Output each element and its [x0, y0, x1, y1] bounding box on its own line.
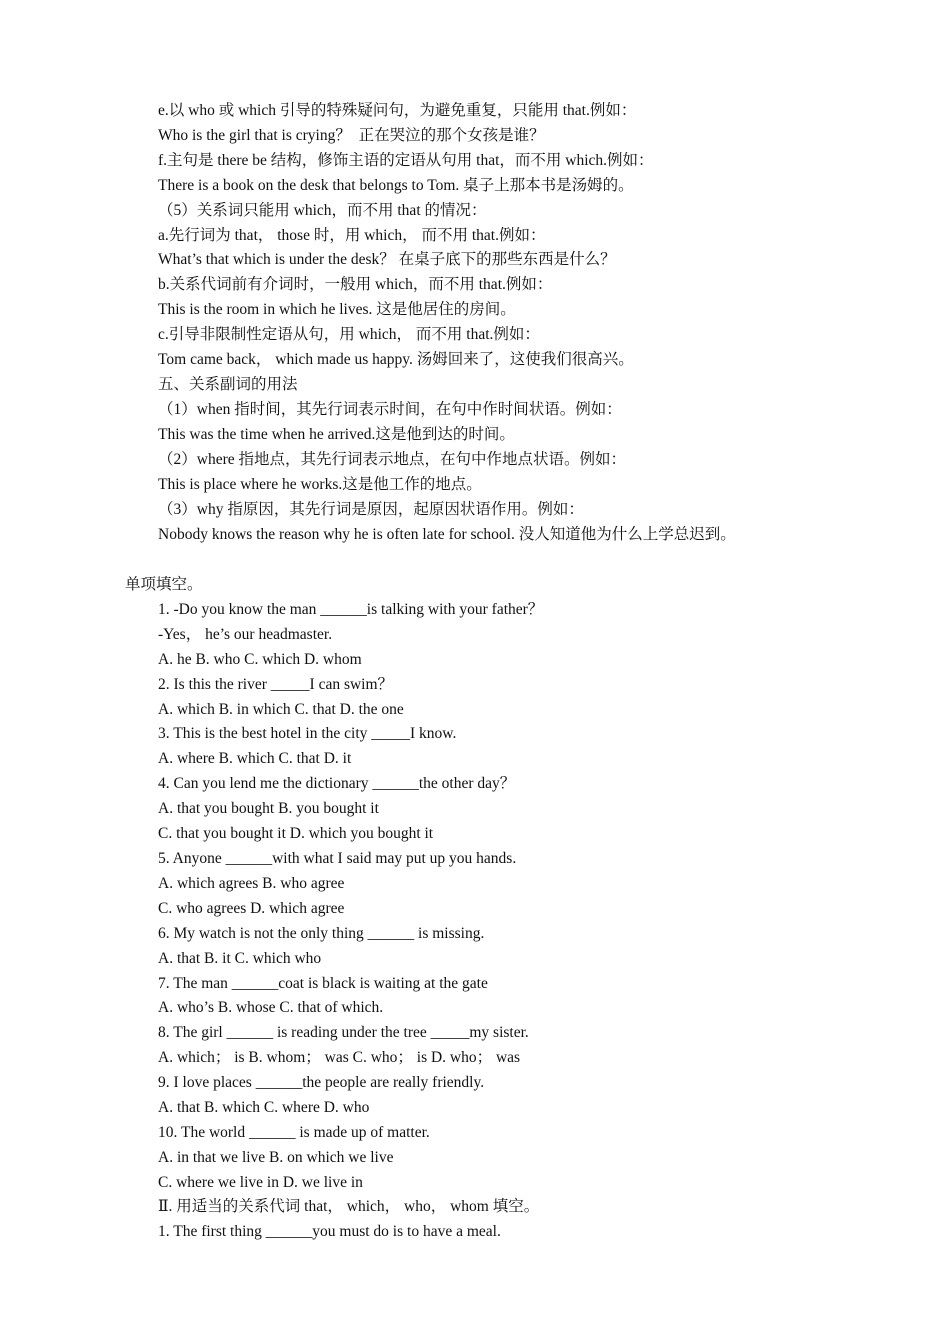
text-line: （2）where 指地点，其先行词表示地点，在句中作地点状语。例如： — [158, 451, 626, 468]
options-line: A. he B. who C. which D. whom — [158, 651, 362, 668]
text-line: This is place where he works.这是他工作的地点。 — [158, 476, 482, 493]
question-line: 9. I love places ______the people are really friendly. — [158, 1074, 485, 1091]
options-line: A. in that we live B. on which we live — [158, 1149, 394, 1166]
question-line: 1. -Do you know the man ______is talking with your father？ — [158, 601, 544, 618]
options-line: A. that B. which C. where D. who — [158, 1099, 370, 1116]
text-line: There is a book on the desk that belongs to Tom. 桌子上那本书是汤姆的。 — [158, 177, 634, 194]
text-line: （1）when 指时间，其先行词表示时间，在句中作时间状语。例如： — [158, 401, 622, 418]
options-line: A. which； is B. whom； was C. who； is D. who； was — [158, 1049, 521, 1066]
text-line: This is the room in which he lives. 这是他居住的房间。 — [158, 301, 516, 318]
question-line: 3. This is the best hotel in the city _____I know. — [158, 725, 457, 742]
question-line: -Yes， he’s our headmaster. — [158, 626, 333, 643]
question-line: 1. The first thing ______you must do is to have a meal. — [158, 1223, 501, 1240]
text-line: Tom came back， which made us happy. 汤姆回来了，这使我们很高兴。 — [158, 351, 634, 368]
options-line: C. who agrees D. which agree — [158, 900, 345, 917]
text-line: This was the time when he arrived.这是他到达的时间。 — [158, 426, 515, 443]
question-line: 8. The girl ______ is reading under the tree _____my sister. — [158, 1024, 529, 1041]
options-line: A. which agrees B. who agree — [158, 875, 345, 892]
text-line: What’s that which is under the desk？ 在桌子底下的那些东西是什么？ — [158, 251, 616, 268]
text-line: （5）关系词只能用 which，而不用 that 的情况： — [158, 202, 487, 219]
text-line: （3）why 指原因，其先行词是原因，起原因状语作用。例如： — [158, 501, 584, 518]
options-line: A. who’s B. whose C. that of which. — [158, 999, 384, 1016]
options-line: C. that you bought it D. which you bought it — [158, 825, 434, 842]
options-line: A. which B. in which C. that D. the one — [158, 701, 404, 718]
text-line: e.以 who 或 which 引导的特殊疑问句，为避免重复，只能用 that.例如： — [158, 102, 637, 119]
exercise-heading: 单项填空。 — [125, 576, 203, 593]
text-line: a.先行词为 that， those 时，用 which， 而不用 that.例如： — [158, 227, 546, 244]
question-line: 10. The world ______ is made up of matter. — [158, 1124, 430, 1141]
exercise-heading: Ⅱ. 用适当的关系代词 that， which， who， whom 填空。 — [158, 1198, 540, 1215]
options-line: A. that B. it C. which who — [158, 950, 322, 967]
text-line: c.引导非限制性定语从句，用 which， 而不用 that.例如： — [158, 326, 540, 343]
options-line: A. that you bought B. you bought it — [158, 800, 379, 817]
options-line: C. where we live in D. we live in — [158, 1174, 363, 1191]
section-heading: 五、关系副词的用法 — [158, 376, 298, 393]
text-line: b.关系代词前有介词时，一般用 which，而不用 that.例如： — [158, 276, 553, 293]
question-line: 6. My watch is not the only thing ______ is missing. — [158, 925, 485, 942]
text-line: f.主句是 there be 结构，修饰主语的定语从句用 that，而不用 which.例如： — [158, 152, 654, 169]
question-line: 4. Can you lend me the dictionary ______the other day？ — [158, 775, 516, 792]
question-line: 2. Is this the river _____I can swim？ — [158, 676, 394, 693]
question-line: 5. Anyone ______with what I said may put up you hands. — [158, 850, 517, 867]
question-line: 7. The man ______coat is black is waiting at the gate — [158, 975, 488, 992]
text-line: Nobody knows the reason why he is often late for school. 没人知道他为什么上学总迟到。 — [158, 526, 736, 543]
options-line: A. where B. which C. that D. it — [158, 750, 352, 767]
text-line: Who is the girl that is crying？ 正在哭泣的那个女孩是谁？ — [158, 127, 545, 144]
